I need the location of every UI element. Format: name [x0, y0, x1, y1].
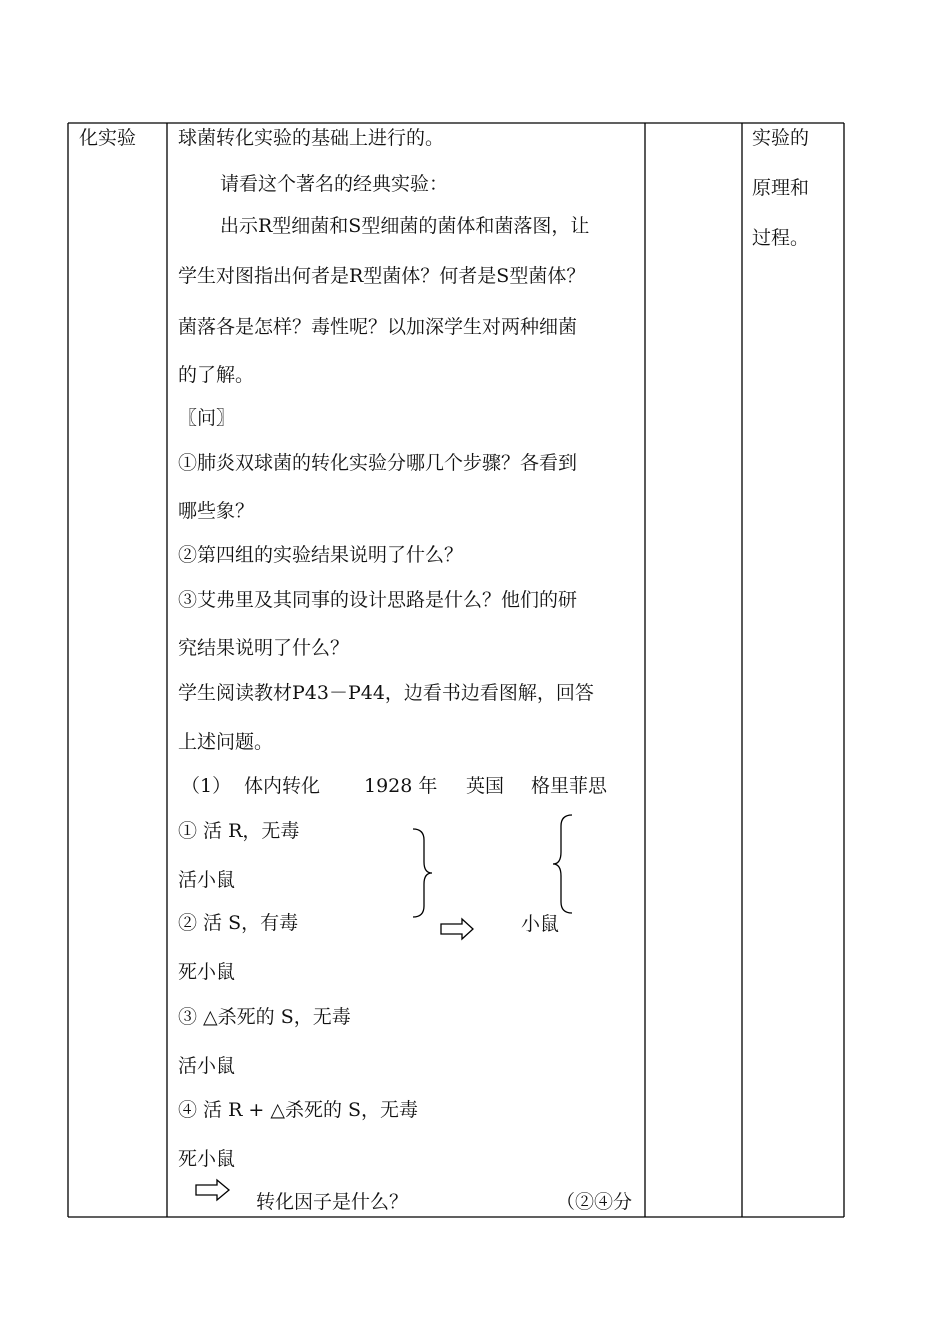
arrow-right-icon — [441, 919, 473, 939]
text-line: 菌落各是怎样？毒性呢？以加深学生对两种细菌 — [178, 316, 578, 338]
conclusion-note: （②④分 — [556, 1191, 633, 1213]
experiment-step-2: ② 活 S，有毒 — [178, 912, 299, 934]
section-number: （1） — [181, 775, 232, 797]
text-line: 的了解。 — [178, 364, 255, 386]
text-line: 学生阅读教材P43－P44，边看书边看图解，回答 — [178, 682, 594, 704]
arrow-right-icon — [196, 1180, 229, 1200]
text-line: 出示R型细菌和S型细菌的菌体和菌落图，让 — [220, 215, 590, 237]
cell-purpose-line-2: 原理和 — [752, 177, 810, 199]
brace-left-icon — [553, 815, 572, 913]
section-country: 英国 — [466, 775, 505, 797]
experiment-step-4: ④ 活 R + △杀死的 S，无毒 — [178, 1099, 419, 1121]
text-line: 球菌转化实验的基础上进行的。 — [178, 127, 445, 149]
cell-purpose-line-3: 过程。 — [752, 227, 810, 249]
question-2: ②第四组的实验结果说明了什么？ — [178, 544, 464, 566]
brace-right-icon — [413, 829, 432, 917]
text-line: 究结果说明了什么？ — [178, 637, 350, 659]
question-heading: 〖问〗 — [178, 407, 236, 429]
diagram-label-mouse: 小鼠 — [521, 913, 560, 935]
section-year: 1928 年 — [364, 775, 438, 797]
conclusion-question: 转化因子是什么？ — [256, 1191, 409, 1213]
cell-stage-label: 化实验 — [79, 127, 137, 149]
experiment-result-2: 死小鼠 — [178, 961, 236, 983]
experiment-result-4: 死小鼠 — [178, 1148, 236, 1170]
text-line: 请看这个著名的经典实验： — [220, 173, 449, 195]
cell-purpose-line-1: 实验的 — [752, 127, 810, 149]
experiment-step-1: ① 活 R，无毒 — [178, 820, 300, 842]
question-1: ①肺炎双球菌的转化实验分哪几个步骤？各看到 — [178, 452, 578, 474]
experiment-result-3: 活小鼠 — [178, 1055, 236, 1077]
question-3: ③艾弗里及其同事的设计思路是什么？他们的研 — [178, 589, 578, 611]
experiment-result-1: 活小鼠 — [178, 869, 236, 891]
text-line: 学生对图指出何者是R型菌体？何者是S型菌体？ — [178, 265, 586, 287]
section-title: 体内转化 — [244, 775, 321, 797]
text-line: 上述问题。 — [178, 731, 274, 753]
text-line: 哪些象？ — [178, 500, 255, 522]
experiment-step-3: ③ △杀死的 S，无毒 — [178, 1006, 351, 1028]
section-scientist: 格里菲思 — [531, 775, 608, 797]
